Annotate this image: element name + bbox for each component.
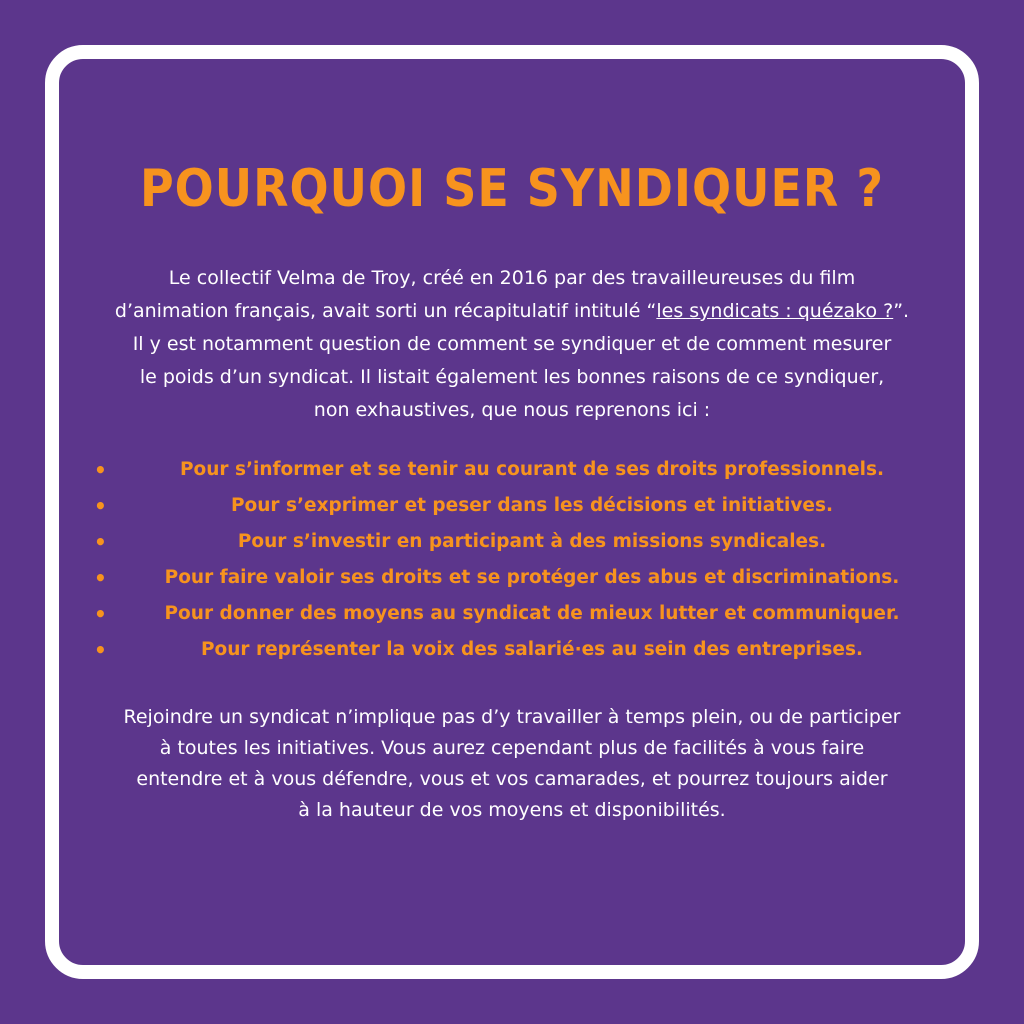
list-item: [82, 524, 952, 560]
list-item: [82, 452, 952, 488]
bullet-icon: •: [94, 602, 107, 626]
syndicats-quezako-link[interactable]: les syndicats : quézako ?: [656, 300, 894, 322]
reason-text: Pour s’informer et se tenir au courant de ses droits professionnels.: [179, 459, 885, 480]
reason-text: Pour s’exprimer et peser dans les décisions et initiatives.: [230, 495, 834, 516]
outro-line: à la hauteur de vos moyens et disponibilités.: [298, 799, 726, 821]
intro-line: Il y est notamment question de comment se syndiquer et de comment mesurer: [132, 333, 892, 355]
outro-line: Rejoindre un syndicat n’implique pas d’y travailler à temps plein, ou de participer: [123, 706, 901, 728]
outro-line: à toutes les initiatives. Vous aurez cependant plus de facilités à vous faire: [159, 737, 865, 759]
reason-text: Pour donner des moyens au syndicat de mieux lutter et communiquer.: [164, 603, 900, 624]
bullet-icon: •: [94, 566, 107, 590]
outro-paragraph: [60, 702, 964, 826]
intro-line: le poids d’un syndicat. Il listait également les bonnes raisons de ce syndiquer,: [139, 366, 885, 388]
intro-line: ”.: [893, 300, 910, 322]
bullet-icon: •: [94, 530, 107, 554]
intro-line: d’animation français, avait sorti un récapitulatif intitulé “: [114, 300, 657, 322]
page-title: POURQUOI SE SYNDIQUER ?: [139, 157, 885, 219]
intro-line: Le collectif Velma de Troy, créé en 2016 par des travailleureuses du film: [168, 267, 856, 289]
list-item: [82, 596, 952, 632]
reason-text: Pour faire valoir ses droits et se protéger des abus et discriminations.: [164, 567, 900, 588]
intro-paragraph: [60, 262, 964, 427]
bullet-icon: •: [94, 494, 107, 518]
reasons-list: [82, 452, 952, 668]
reason-text: Pour s’investir en participant à des missions syndicales.: [237, 531, 827, 552]
reason-text: Pour représenter la voix des salarié·es au sein des entreprises.: [200, 639, 863, 660]
outro-line: entendre et à vous défendre, vous et vos camarades, et pourrez toujours aider: [136, 768, 888, 790]
list-item: [82, 632, 952, 668]
bullet-icon: •: [94, 458, 107, 482]
list-item: [82, 488, 952, 524]
list-item: [82, 560, 952, 596]
bullet-icon: •: [94, 638, 107, 662]
intro-line: non exhaustives, que nous reprenons ici :: [313, 399, 711, 421]
